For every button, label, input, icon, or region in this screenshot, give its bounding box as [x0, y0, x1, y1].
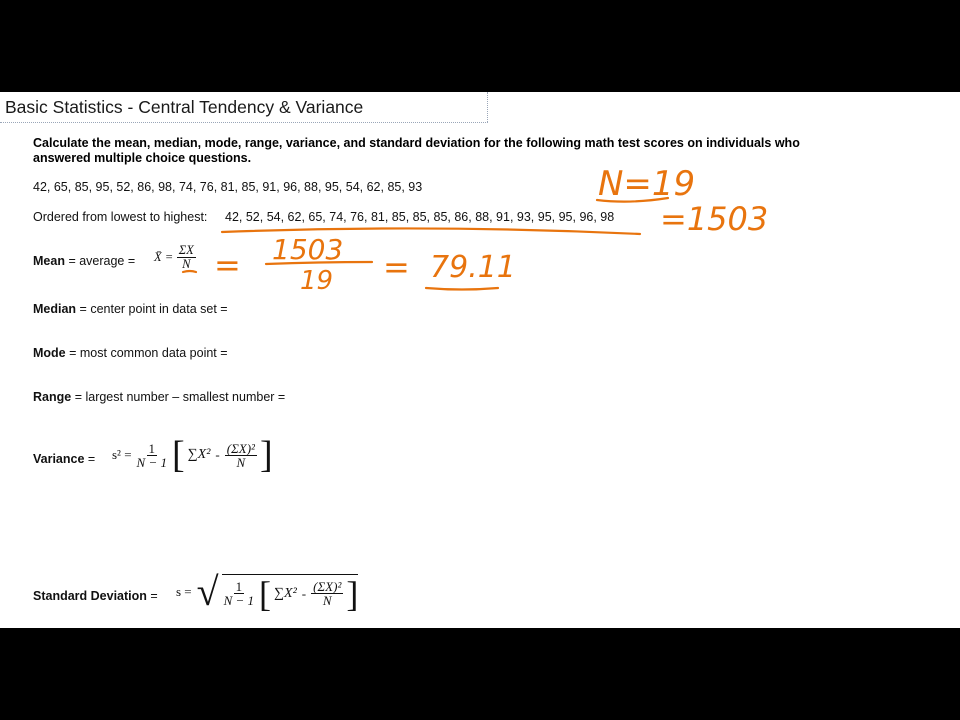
ink-mean-num: 1503 [272, 233, 344, 266]
ink-mean-result: 79.11 [430, 250, 516, 285]
stdev-inner-den: N [322, 593, 332, 608]
variance-desc: = [87, 452, 96, 466]
mean-xbar: X̄ [154, 250, 162, 264]
ink-mean-eq1: = [214, 246, 241, 284]
ink-mean-eq2: = [383, 248, 410, 286]
ink-mean-den: 19 [300, 266, 334, 296]
raw-scores: 42, 65, 85, 95, 52, 86, 98, 74, 76, 81, 85, 91, 96, 88, 95, 54, 62, 85, 93 [33, 180, 423, 194]
mode-term: Mode [33, 346, 66, 360]
variance-inner-den: N [236, 454, 246, 470]
variance-close-bracket: ] [259, 434, 273, 476]
variance-term: Variance [33, 452, 85, 466]
ordered-label: Ordered from lowest to highest: [33, 210, 208, 224]
variance-sum-x2: ∑X² [187, 447, 211, 462]
range-term: Range [33, 390, 72, 404]
variance-coef-den: N − 1 [136, 454, 167, 470]
page-title: Basic Statistics - Central Tendency & Variance [5, 97, 364, 117]
median-term: Median [33, 302, 77, 316]
range-desc: = largest number – smallest number = [74, 390, 286, 404]
stdev-lhs: s = [176, 584, 192, 599]
mean-numerator: ΣX [178, 243, 194, 257]
mean-equals: = [165, 250, 173, 264]
variance-minus: - [215, 447, 220, 462]
mode-desc: = most common data point = [69, 346, 228, 360]
stdev-desc: = [150, 589, 158, 603]
variance-open-bracket: [ [172, 434, 185, 476]
stdev-open-bracket: [ [259, 573, 272, 614]
sqrt-icon: √ [196, 569, 219, 614]
median-desc: = center point in data set = [79, 302, 228, 316]
variance-inner-num: (ΣX)² [226, 440, 255, 456]
stdev-sum-x2: ∑X² [274, 585, 297, 601]
ordered-scores: 42, 52, 54, 62, 65, 74, 76, 81, 85, 85, 85, 86, 88, 91, 93, 95, 95, 96, 98 [225, 210, 615, 224]
worksheet-page [0, 92, 960, 628]
variance-lhs: s² = [112, 447, 132, 462]
mean-denominator: N [182, 257, 191, 271]
stdev-inner-num: (ΣX)² [313, 579, 342, 594]
ink-n-mark [183, 271, 196, 272]
stdev-term: Standard Deviation [33, 589, 147, 603]
stdev-coef-num: 1 [235, 579, 243, 594]
ink-result-underline [426, 288, 498, 290]
mean-term: Mean [33, 254, 65, 268]
stdev-coef-den: N − 1 [223, 593, 255, 608]
handwriting-layer [0, 92, 960, 628]
instructions-text: Calculate the mean, median, mode, range, variance, and standard deviation for the following math test scores on individuals who answered multiple choice questions. [33, 136, 800, 165]
stdev-minus: - [301, 585, 307, 601]
mean-desc: = average = [68, 254, 136, 268]
ink-sum: =1503 [660, 200, 769, 238]
stdev-close-bracket: ] [346, 573, 359, 614]
ink-n-count: N=19 [598, 164, 696, 204]
variance-coef-num: 1 [148, 440, 156, 456]
